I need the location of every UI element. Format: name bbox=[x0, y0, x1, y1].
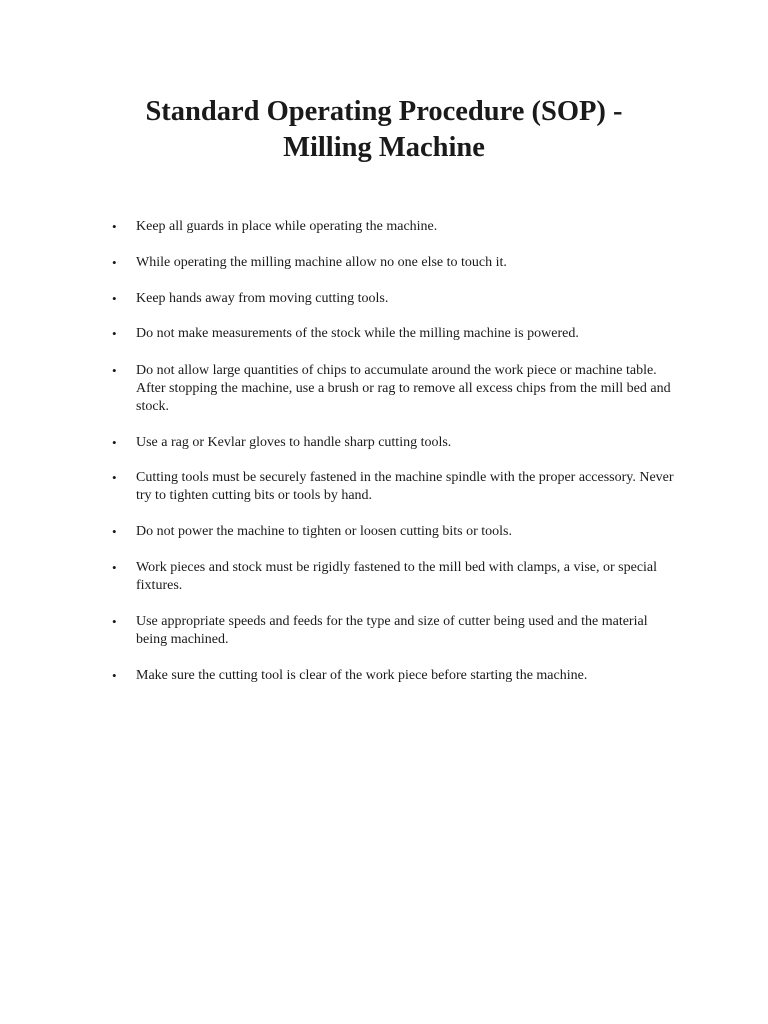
list-item bbox=[112, 218, 678, 236]
title-line-2: Milling Machine bbox=[283, 132, 485, 163]
list-item bbox=[112, 434, 678, 452]
page-title bbox=[110, 94, 658, 166]
list-item-text: Keep all guards in place while operating the machine. bbox=[136, 219, 438, 234]
bullet-icon: • bbox=[112, 614, 117, 629]
bullet-icon: • bbox=[112, 524, 117, 539]
list-item bbox=[112, 290, 678, 308]
bullet-icon: • bbox=[112, 470, 117, 485]
bullet-icon: • bbox=[112, 668, 117, 683]
list-item bbox=[112, 469, 678, 505]
bullet-icon: • bbox=[112, 291, 117, 306]
list-item-text: Keep hands away from moving cutting tools. bbox=[136, 291, 389, 306]
bullet-icon: • bbox=[112, 326, 117, 341]
list-item bbox=[112, 254, 678, 272]
bullet-icon: • bbox=[112, 255, 117, 270]
bullet-icon: • bbox=[112, 363, 117, 378]
bullet-icon: • bbox=[112, 219, 117, 234]
bullet-icon: • bbox=[112, 560, 117, 575]
list-item bbox=[112, 559, 678, 595]
list-item bbox=[112, 523, 678, 541]
list-item bbox=[112, 362, 678, 416]
title-line-1: Standard Operating Procedure (SOP) - bbox=[145, 96, 623, 127]
list-item-text: Work pieces and stock must be rigidly fastened to the mill bed with clamps, a vise, or special fixtures. bbox=[136, 560, 658, 593]
list-item-text: Do not make measurements of the stock while the milling machine is powered. bbox=[136, 326, 579, 341]
list-item-text: Use appropriate speeds and feeds for the type and size of cutter being used and the material being machined. bbox=[136, 614, 648, 647]
bullet-icon: • bbox=[112, 435, 117, 450]
list-item-text: While operating the milling machine allow no one else to touch it. bbox=[136, 255, 507, 270]
list-item-text: Make sure the cutting tool is clear of the work piece before starting the machine. bbox=[136, 668, 588, 683]
list-item bbox=[112, 667, 678, 685]
list-item-text: Use a rag or Kevlar gloves to handle sharp cutting tools. bbox=[136, 435, 452, 450]
list-item-text: Do not power the machine to tighten or loosen cutting bits or tools. bbox=[136, 524, 512, 539]
list-item-text: Do not allow large quantities of chips to accumulate around the work piece or machine table. After stopping the machine, use a brush or rag to remove all excess chips from the mill bed and stock. bbox=[136, 363, 671, 414]
list-item bbox=[112, 613, 678, 649]
list-item bbox=[112, 325, 678, 343]
list-item-text: Cutting tools must be securely fastened in the machine spindle with the proper accessory. Never try to tighten cutting bits or tools by hand. bbox=[136, 470, 674, 503]
